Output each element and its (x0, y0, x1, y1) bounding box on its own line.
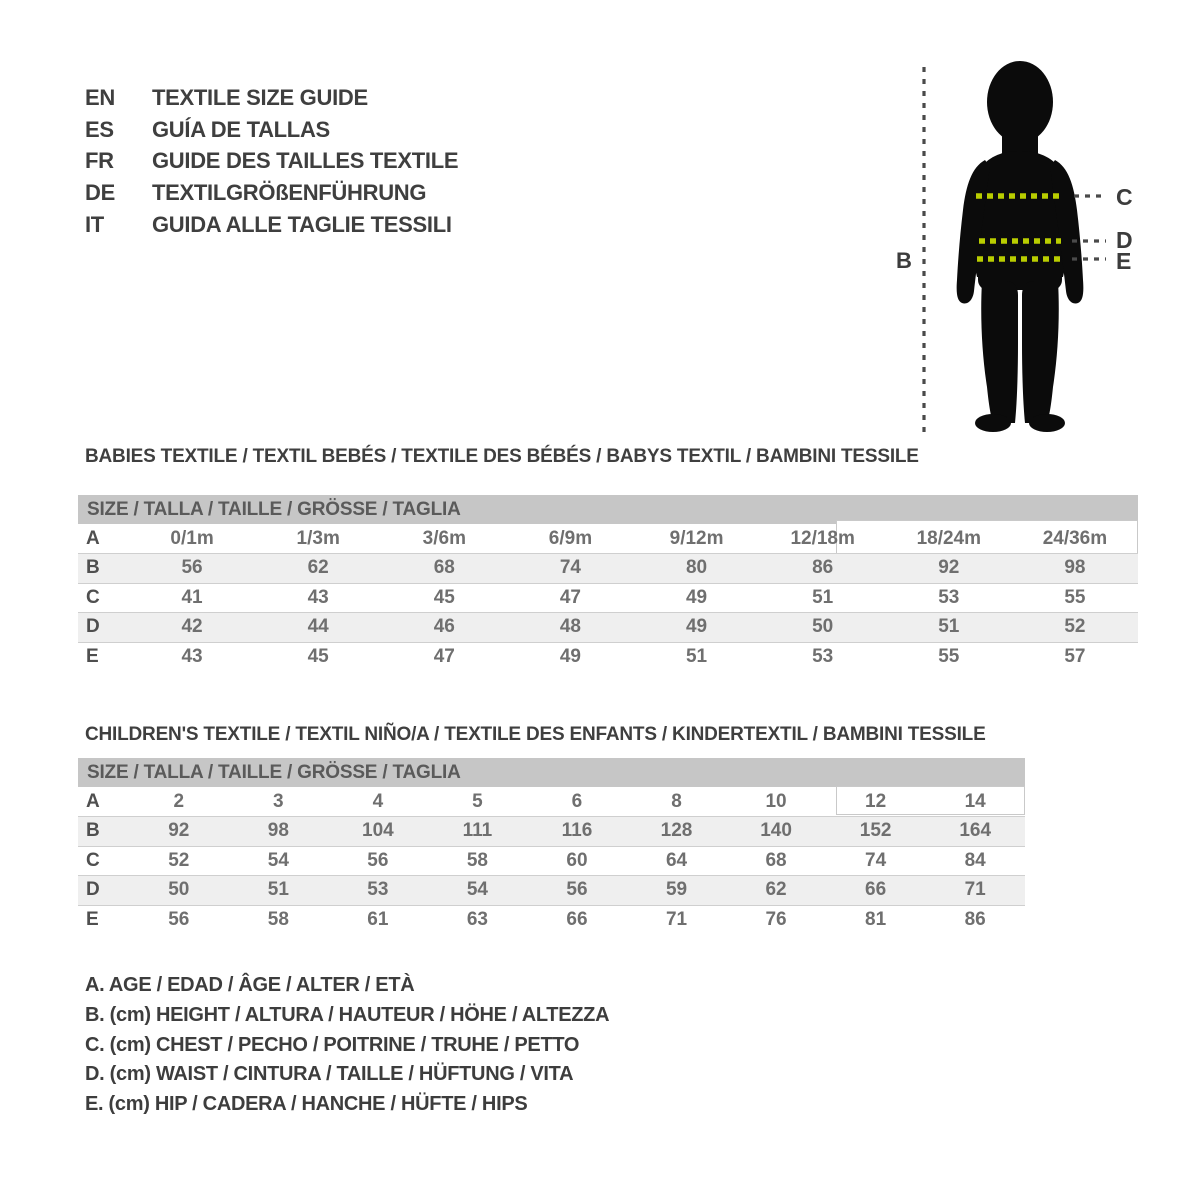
table-cell: 62 (307, 557, 329, 579)
table-cell: 58 (466, 849, 488, 871)
table-cell: 55 (1064, 586, 1086, 608)
table-cell: 24/36m (1042, 527, 1108, 549)
table-cell: 9/12m (669, 527, 724, 549)
table-cell: 71 (665, 909, 688, 930)
language-title-row (85, 82, 458, 114)
height-label: B (896, 248, 912, 273)
language-title: GUIDA ALLE TAGLIE TESSILI (152, 211, 452, 237)
language-title-block (85, 82, 458, 241)
legend-item: C. (cm) CHEST / PECHO / POITRINE / TRUHE / PETTO (85, 1033, 580, 1056)
table-cell: 45 (307, 646, 329, 667)
table-cell: 45 (433, 586, 455, 608)
table-cell: 128 (660, 820, 693, 842)
waist-label: D (1116, 227, 1133, 253)
table-cell: 53 (367, 879, 389, 901)
table-cell: 80 (685, 557, 708, 579)
table-cell: 4 (372, 790, 384, 812)
children-size-table (78, 758, 1025, 935)
table-cell: 47 (559, 586, 581, 608)
table-cell: 74 (559, 557, 581, 579)
table-cell: 51 (267, 879, 289, 901)
child-silhouette-icon (957, 61, 1084, 432)
table-row (78, 876, 1025, 906)
table-cell: 56 (181, 557, 203, 579)
language-code: ES (85, 116, 114, 142)
table-cell: 43 (307, 586, 329, 608)
language-title-row (85, 145, 458, 177)
legend-item: E. (cm) HIP / CADERA / HANCHE / HÜFTE / HIPS (85, 1093, 528, 1116)
table-cell: 56 (367, 849, 389, 871)
language-code: FR (85, 148, 114, 174)
row-label: B (86, 557, 100, 579)
table-cell: 68 (433, 557, 455, 579)
table-row (78, 554, 1138, 584)
table-cell: 54 (466, 879, 488, 901)
row-label: B (86, 820, 100, 842)
row-label: C (86, 586, 100, 608)
table-cell: 50 (168, 879, 190, 901)
table-row (78, 642, 1138, 672)
table-cell: 50 (812, 616, 834, 638)
table-cell: 59 (665, 879, 688, 901)
table-cell: 55 (938, 646, 960, 667)
table-cell: 92 (938, 557, 960, 579)
table-cell: 92 (168, 820, 190, 842)
table-cell: 52 (1064, 616, 1086, 638)
language-title: TEXTILGRÖßENFÜHRUNG (152, 180, 427, 206)
table-row (78, 613, 1138, 643)
table-cell: 1/3m (296, 527, 340, 549)
table-cell: 53 (812, 646, 834, 667)
row-label: C (86, 849, 100, 871)
table-row (78, 817, 1025, 847)
table-cell: 76 (765, 909, 787, 930)
table-cell: 53 (938, 586, 960, 608)
table-cell: 48 (559, 616, 581, 638)
table-cell: 10 (765, 790, 787, 812)
table-cell: 51 (685, 646, 708, 667)
row-label: A (86, 527, 100, 549)
table-cell: 86 (964, 909, 986, 930)
table-cell: 0/1m (170, 527, 214, 549)
babies-size-table (78, 495, 1138, 672)
table-cell: 58 (267, 909, 289, 930)
children-section-heading: CHILDREN'S TEXTILE / TEXTIL NIÑO/A / TEXTILE DES ENFANTS / KINDERTEXTIL / BAMBINI TESSILE (85, 724, 986, 745)
table-cell: 44 (307, 616, 329, 638)
table-cell: 98 (1064, 557, 1086, 579)
table-cell: 42 (181, 616, 203, 638)
table-cell: 41 (181, 586, 203, 608)
language-title-row (85, 209, 458, 241)
table-cell: 62 (765, 879, 787, 901)
table-cell: 164 (959, 820, 992, 842)
row-label: E (86, 646, 99, 667)
table-cell: 43 (181, 646, 203, 667)
table-cell: 152 (859, 820, 892, 842)
table-cell: 54 (267, 849, 289, 871)
table-cell: 46 (433, 616, 455, 638)
table-cell: 68 (765, 849, 787, 871)
legend-item: B. (cm) HEIGHT / ALTURA / HAUTEUR / HÖHE / ALTEZZA (85, 1003, 610, 1026)
table-cell: 51 (938, 616, 960, 638)
table-cell: 81 (865, 909, 887, 930)
table-cell: 66 (865, 879, 887, 901)
chest-label: C (1116, 184, 1133, 210)
table-cell: 71 (964, 879, 986, 901)
table-cell: 12 (865, 790, 887, 812)
table-cell: 56 (168, 909, 190, 930)
table-row (78, 905, 1025, 935)
language-title: TEXTILE SIZE GUIDE (152, 85, 368, 110)
table-cell: 66 (566, 909, 588, 930)
table-cell: 56 (566, 879, 588, 901)
table-cell: 60 (566, 849, 588, 871)
language-title-row (85, 114, 458, 146)
language-title-row (85, 177, 458, 209)
measurement-legend (85, 971, 609, 1120)
hip-label: E (1116, 248, 1132, 274)
table-cell: 47 (433, 646, 455, 667)
table-cell: 64 (665, 849, 688, 871)
table-cell: 98 (267, 820, 289, 842)
row-label: D (86, 616, 100, 638)
table-cell: 3/6m (422, 527, 466, 549)
table-cell: 49 (685, 616, 708, 638)
child-measurement-figure (890, 55, 1160, 445)
table-row (78, 846, 1025, 876)
table-cell: 18/24m (916, 527, 982, 549)
table-cell: 12/18m (790, 527, 855, 549)
table-cell: 86 (812, 557, 834, 579)
table-cell: 14 (964, 790, 986, 812)
table-cell: 74 (865, 849, 887, 871)
legend-item: D. (cm) WAIST / CINTURA / TAILLE / HÜFTUNG / VITA (85, 1063, 574, 1086)
table-cell: 8 (671, 790, 682, 812)
legend-item: A. AGE / EDAD / ÂGE / ALTER / ETÀ (85, 974, 415, 996)
babies-section-heading: BABIES TEXTILE / TEXTIL BEBÉS / TEXTILE DES BÉBÉS / BABYS TEXTIL / BAMBINI TESSILE (85, 446, 919, 467)
row-label: A (86, 790, 100, 812)
row-label: D (86, 879, 100, 901)
table-row (78, 787, 1025, 817)
table-cell: 111 (462, 820, 493, 842)
table-cell: 2 (173, 790, 185, 812)
table-cell: 3 (273, 790, 284, 812)
table-cell: 116 (561, 820, 593, 842)
size-header-bar: SIZE / TALLA / TAILLE / GRÖSSE / TAGLIA (78, 758, 1025, 787)
language-title: GUÍA DE TALLAS (152, 116, 330, 142)
language-code: DE (85, 180, 115, 206)
language-title: GUIDE DES TAILLES TEXTILE (152, 148, 459, 174)
row-label: E (86, 909, 99, 930)
table-cell: 6 (571, 790, 583, 812)
table-cell: 49 (685, 586, 708, 608)
table-cell: 140 (760, 820, 792, 842)
table-cell: 104 (362, 820, 394, 842)
table-cell: 51 (812, 586, 834, 608)
table-cell: 49 (559, 646, 581, 667)
language-code: EN (85, 85, 115, 110)
size-header-bar: SIZE / TALLA / TAILLE / GRÖSSE / TAGLIA (78, 495, 1138, 524)
language-code: IT (85, 211, 104, 237)
table-cell: 6/9m (548, 527, 593, 549)
table-row (78, 524, 1138, 554)
table-row (78, 583, 1138, 613)
table-cell: 57 (1064, 646, 1086, 667)
table-cell: 84 (964, 849, 986, 871)
table-cell: 52 (168, 849, 190, 871)
table-cell: 5 (472, 790, 483, 812)
table-cell: 63 (466, 909, 488, 930)
table-cell: 61 (367, 909, 389, 930)
